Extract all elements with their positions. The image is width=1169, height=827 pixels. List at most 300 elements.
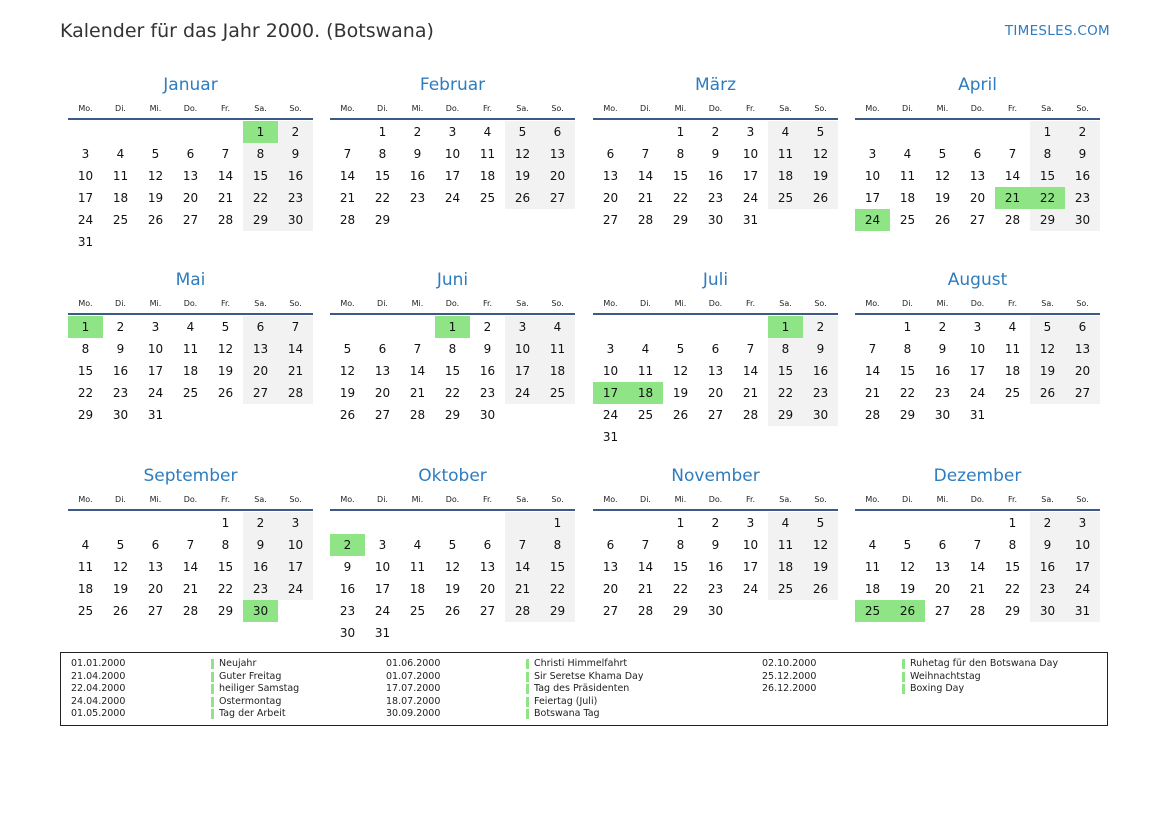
day-cell: 30 [934,408,951,422]
day-cell: 9 [483,342,492,356]
day-cell: 23 [409,191,426,205]
weekday-label: Mi. [674,494,687,504]
weekday-label: Mi. [149,494,162,504]
holiday-name: Guter Freitag [211,671,281,684]
empty-cell [855,316,890,338]
day-cell: 30 [803,404,838,426]
weekday-label: Do. [970,494,985,504]
day-cell: 24 [602,408,619,422]
day-cell: 24 [742,191,759,205]
legend-row [386,696,643,709]
day-cell: 12 [934,169,951,183]
weekday-label: Fr. [482,103,493,113]
day-cell: 8 [768,338,803,360]
holiday-date: 18.07.2000 [386,695,441,707]
day-cell: 12 [112,560,129,574]
day-cell: 12 [444,560,461,574]
day-cell: 3 [378,538,387,552]
empty-cell [960,512,995,534]
weekday-label: Sa. [1041,103,1054,113]
day-cell: 11 [1004,342,1021,356]
holiday-legend [60,652,1108,726]
day-cell: 4 [868,538,877,552]
weekday-label: Do. [445,494,460,504]
day-cell: 5 [151,147,160,161]
day-cell: 21 [217,191,234,205]
day-cell: 10 [864,169,881,183]
day-cell: 20 [540,165,575,187]
empty-cell [663,316,698,338]
day-cell: 19 [112,582,129,596]
weekday-label: Di. [902,103,913,113]
weekday-label: So. [814,298,827,308]
weekday-label: Mo. [603,494,618,504]
empty-cell [278,600,313,622]
day-cell: 23 [707,582,724,596]
weekday-label: Fr. [220,298,231,308]
day-cell: 22 [672,582,689,596]
day-cell: 22 [77,386,94,400]
day-cell: 18 [628,382,663,404]
weekday-label: Mo. [78,103,93,113]
empty-cell [628,426,663,448]
day-cell: 5 [448,538,457,552]
holiday-name: Ruhetag für den Botswana Day [902,658,1058,671]
holiday-name: Botswana Tag [526,708,600,721]
weekday-label: Do. [183,298,198,308]
day-cell: 28 [637,213,654,227]
day-cell: 13 [602,169,619,183]
day-cell: 28 [182,604,199,618]
empty-cell [855,121,890,143]
empty-cell [733,600,768,622]
day-cell: 15 [540,556,575,578]
month-name: September [143,466,238,486]
day-cell: 26 [444,604,461,618]
day-cell: 25 [540,382,575,404]
day-cell: 29 [672,213,689,227]
day-cell: 9 [116,342,125,356]
day-cell: 31 [147,408,164,422]
empty-cell [173,121,208,143]
day-cell: 1 [540,512,575,534]
day-cell: 8 [1008,538,1017,552]
day-cell: 2 [243,512,278,534]
day-cell: 16 [479,364,496,378]
day-cell: 22 [540,578,575,600]
day-cell: 23 [479,386,496,400]
day-cell: 9 [711,147,720,161]
empty-cell [505,622,540,644]
day-grid [593,512,838,622]
holiday-name: Weihnachtstag [902,671,981,684]
day-cell: 1 [221,516,230,530]
day-cell: 27 [479,604,496,618]
weekday-header [68,293,313,313]
brand-link[interactable]: TIMESLES.COM [1004,23,1110,39]
empty-cell [593,316,628,338]
day-cell: 27 [374,408,391,422]
day-cell: 6 [243,316,278,338]
weekday-label: Sa. [1041,298,1054,308]
month-calendar [330,72,575,231]
day-cell: 8 [243,143,278,165]
day-cell: 18 [409,582,426,596]
day-cell: 20 [1065,360,1100,382]
day-cell: 15 [1030,165,1065,187]
day-cell: 19 [339,386,356,400]
day-cell: 29 [217,604,234,618]
day-cell: 15 [217,560,234,574]
empty-cell [960,121,995,143]
legend-row [386,708,643,721]
day-cell: 13 [602,560,619,574]
empty-cell [628,121,663,143]
day-cell: 2 [711,516,720,530]
empty-cell [470,209,505,231]
empty-cell [925,121,960,143]
day-cell: 6 [540,121,575,143]
weekday-label: So. [551,103,564,113]
weekday-header [330,98,575,118]
holiday-date: 17.07.2000 [386,683,441,695]
day-cell: 3 [505,316,540,338]
weekday-label: Di. [640,103,651,113]
holiday-name: Feiertag (Juli) [526,696,597,709]
day-cell: 26 [890,600,925,622]
empty-cell [803,209,838,231]
month-calendar [593,72,838,231]
day-cell: 15 [243,165,278,187]
day-cell: 31 [77,235,94,249]
weekday-header [855,293,1100,313]
header-divider [855,118,1100,120]
day-cell: 20 [934,582,951,596]
empty-cell [330,316,365,338]
holiday-date: 24.04.2000 [71,695,126,707]
day-cell: 24 [77,213,94,227]
empty-cell [68,512,103,534]
day-cell: 14 [182,560,199,574]
day-cell: 13 [374,364,391,378]
empty-cell [890,512,925,534]
day-cell: 26 [112,604,129,618]
day-cell: 5 [343,342,352,356]
day-cell: 17 [278,556,313,578]
day-cell: 28 [409,408,426,422]
day-cell: 20 [479,582,496,596]
weekday-label: Mi. [674,298,687,308]
weekday-label: Fr. [482,494,493,504]
day-cell: 9 [413,147,422,161]
empty-cell [103,231,138,253]
empty-cell [1030,404,1065,426]
weekday-label: Fr. [745,494,756,504]
day-cell: 1 [435,316,470,338]
legend-row [71,671,299,684]
day-cell: 7 [278,316,313,338]
day-cell: 11 [768,143,803,165]
day-cell: 28 [864,408,881,422]
day-cell: 26 [217,386,234,400]
month-calendar [330,463,575,644]
day-cell: 24 [374,604,391,618]
day-cell: 5 [116,538,125,552]
day-cell: 27 [1065,382,1100,404]
day-cell: 7 [973,538,982,552]
empty-cell [628,316,663,338]
day-cell: 2 [1030,512,1065,534]
month-calendar [330,267,575,426]
holiday-date: 26.12.2000 [762,683,817,695]
weekday-label: Di. [115,494,126,504]
day-cell: 12 [505,143,540,165]
day-grid [855,512,1100,622]
day-cell: 2 [938,320,947,334]
holiday-name: Ostermontag [211,696,281,709]
day-cell: 10 [444,147,461,161]
weekday-label: Do. [708,494,723,504]
legend-column [71,658,299,721]
day-cell: 14 [339,169,356,183]
day-cell: 14 [409,364,426,378]
weekday-label: So. [1076,298,1089,308]
day-cell: 29 [1004,604,1021,618]
day-cell: 2 [803,316,838,338]
day-cell: 16 [934,364,951,378]
day-cell: 15 [768,360,803,382]
weekday-label: So. [1076,494,1089,504]
day-cell: 25 [637,408,654,422]
weekday-label: Di. [902,494,913,504]
day-cell: 13 [540,143,575,165]
day-cell: 25 [409,604,426,618]
holiday-date: 01.06.2000 [386,658,441,669]
day-cell: 18 [479,169,496,183]
empty-cell [768,426,803,448]
day-cell: 13 [479,560,496,574]
day-cell: 16 [278,165,313,187]
empty-cell [698,316,733,338]
weekday-label: So. [814,103,827,113]
month-name: Dezember [933,466,1022,486]
empty-cell [208,121,243,143]
day-cell: 10 [1065,534,1100,556]
day-cell: 21 [637,191,654,205]
weekday-label: Fr. [745,298,756,308]
day-grid [330,316,575,426]
day-cell: 20 [969,191,986,205]
weekday-header [855,98,1100,118]
day-cell: 4 [768,512,803,534]
weekday-label: Fr. [1007,103,1018,113]
weekday-label: Fr. [745,103,756,113]
weekday-label: Do. [445,103,460,113]
weekday-label: Mo. [340,298,355,308]
day-cell: 28 [742,408,759,422]
empty-cell [890,121,925,143]
day-cell: 29 [672,604,689,618]
weekday-label: Do. [183,494,198,504]
day-cell: 25 [77,604,94,618]
legend-row [762,683,1058,696]
day-cell: 8 [676,538,685,552]
day-cell: 27 [540,187,575,209]
day-cell: 8 [378,147,387,161]
day-cell: 10 [742,147,759,161]
weekday-header [593,98,838,118]
legend-row [71,696,299,709]
day-cell: 17 [742,560,759,574]
day-cell: 1 [68,316,103,338]
empty-cell [698,426,733,448]
day-cell: 25 [112,213,129,227]
day-cell: 20 [243,360,278,382]
header-divider [593,509,838,511]
day-cell: 1 [676,516,685,530]
empty-cell [173,231,208,253]
day-grid [68,512,313,622]
day-cell: 25 [768,578,803,600]
day-cell: 4 [1008,320,1017,334]
day-cell: 19 [217,364,234,378]
empty-cell [540,209,575,231]
weekday-label: Di. [377,494,388,504]
legend-row [386,671,643,684]
empty-cell [103,512,138,534]
day-cell: 25 [899,213,916,227]
day-cell: 19 [1030,360,1065,382]
weekday-label: Sa. [1041,494,1054,504]
day-cell: 14 [742,364,759,378]
day-cell: 17 [444,169,461,183]
month-calendar [68,72,313,253]
empty-cell [365,316,400,338]
weekday-label: So. [551,494,564,504]
day-cell: 24 [969,386,986,400]
weekday-header [593,489,838,509]
weekday-label: Mo. [603,103,618,113]
weekday-label: Sa. [779,298,792,308]
day-cell: 15 [672,169,689,183]
empty-cell [278,404,313,426]
day-cell: 24 [147,386,164,400]
holiday-date: 21.04.2000 [71,670,126,682]
weekday-label: Di. [115,103,126,113]
day-cell: 9 [1065,143,1100,165]
day-cell: 1 [903,320,912,334]
day-cell: 18 [768,165,803,187]
empty-cell [925,512,960,534]
weekday-label: Fr. [1007,298,1018,308]
day-cell: 28 [1004,213,1021,227]
holiday-name: Neujahr [211,658,256,671]
day-cell: 22 [899,386,916,400]
day-cell: 3 [278,512,313,534]
day-cell: 24 [1065,578,1100,600]
day-cell: 23 [1065,187,1100,209]
day-cell: 27 [934,604,951,618]
empty-cell [663,426,698,448]
empty-cell [435,622,470,644]
day-cell: 21 [742,386,759,400]
day-cell: 11 [112,169,129,183]
weekday-label: Sa. [516,103,529,113]
empty-cell [435,209,470,231]
day-cell: 28 [339,213,356,227]
day-cell: 16 [1030,556,1065,578]
holiday-name: Sir Seretse Khama Day [526,671,643,684]
holiday-name: Boxing Day [902,683,964,696]
day-cell: 21 [969,582,986,596]
day-cell: 27 [707,408,724,422]
month-calendar [593,463,838,622]
day-cell: 3 [448,125,457,139]
day-cell: 22 [672,191,689,205]
day-cell: 28 [278,382,313,404]
day-cell: 5 [803,121,838,143]
day-cell: 6 [973,147,982,161]
day-cell: 30 [479,408,496,422]
day-cell: 17 [505,360,540,382]
month-calendar [855,72,1100,231]
empty-cell [733,426,768,448]
day-cell: 18 [182,364,199,378]
day-cell: 4 [540,316,575,338]
day-cell: 9 [938,342,947,356]
day-cell: 18 [768,556,803,578]
day-cell: 29 [1030,209,1065,231]
day-cell: 12 [803,534,838,556]
day-cell: 21 [505,578,540,600]
day-cell: 17 [969,364,986,378]
day-cell: 11 [637,364,654,378]
holiday-date: 01.07.2000 [386,670,441,682]
day-cell: 1 [243,121,278,143]
empty-cell [208,404,243,426]
day-cell: 23 [934,386,951,400]
empty-cell [470,512,505,534]
day-cell: 19 [934,191,951,205]
month-name: Mai [175,270,206,290]
day-cell: 27 [243,382,278,404]
weekday-label: Mi. [411,494,424,504]
day-cell: 6 [483,538,492,552]
empty-cell [540,622,575,644]
weekday-label: Sa. [779,103,792,113]
empty-cell [803,426,838,448]
day-cell: 4 [768,121,803,143]
legend-row [71,683,299,696]
day-cell: 21 [864,386,881,400]
holiday-name: heiliger Samstag [211,683,299,696]
day-cell: 2 [278,121,313,143]
day-cell: 31 [602,430,619,444]
day-cell: 23 [112,386,129,400]
day-cell: 1 [1008,516,1017,530]
day-cell: 13 [969,169,986,183]
month-name: August [947,270,1008,290]
empty-cell [243,404,278,426]
holiday-name: Christi Himmelfahrt [526,658,627,671]
day-cell: 21 [278,360,313,382]
empty-cell [400,622,435,644]
day-cell: 7 [505,534,540,556]
day-cell: 13 [182,169,199,183]
weekday-label: Mi. [149,298,162,308]
day-cell: 22 [1004,582,1021,596]
day-cell: 1 [768,316,803,338]
